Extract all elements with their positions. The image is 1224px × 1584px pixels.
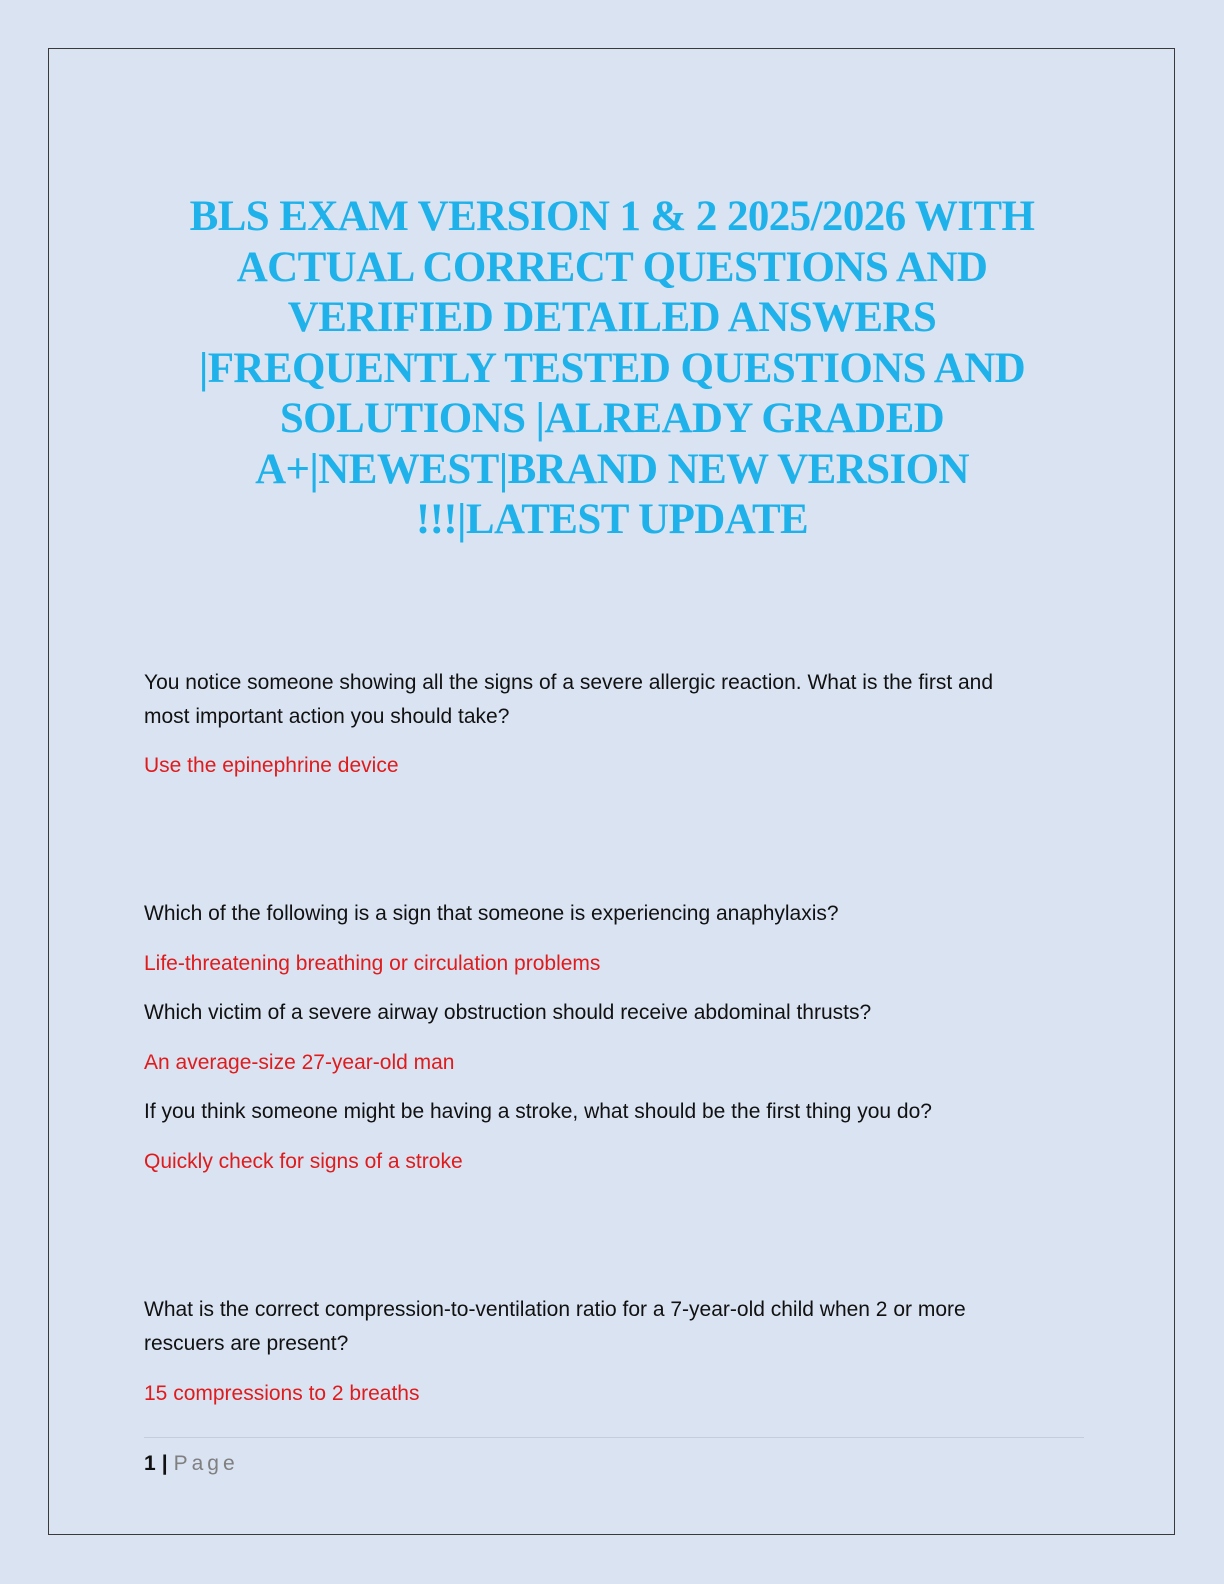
answer-text: 15 compressions to 2 breaths [144, 1382, 420, 1405]
answer-text: An average-size 27-year-old man [144, 1051, 455, 1074]
title-line: A+|NEWEST|BRAND NEW VERSION [255, 445, 969, 493]
question-text: Which of the following is a sign that someone is experiencing anaphylaxis? [144, 902, 839, 925]
footer-divider [144, 1437, 1084, 1438]
title-line: SOLUTIONS |ALREADY GRADED [279, 395, 945, 442]
answer-text: Life-threatening breathing or circulation problems [144, 952, 601, 975]
question-text: rescuers are present? [144, 1332, 349, 1355]
question-text: If you think someone might be having a stroke, what should be the first thing you do? [144, 1100, 932, 1123]
page-number: 1 [144, 1452, 156, 1475]
question-text: What is the correct compression-to-ventilation ratio for a 7-year-old child when 2 or more [144, 1298, 966, 1321]
title-line: ACTUAL CORRECT QUESTIONS AND [236, 243, 988, 291]
answer-text: Use the epinephrine device [144, 754, 399, 777]
page-footer [144, 1450, 239, 1478]
question-text: You notice someone showing all the signs of a severe allergic reaction. What is the first and [144, 671, 994, 694]
title-line: BLS EXAM VERSION 1 & 2 2025/2026 WITH [189, 193, 1035, 240]
title-line: !!!|LATEST UPDATE [415, 496, 809, 543]
question-text: Which victim of a severe airway obstruction should receive abdominal thrusts? [144, 1001, 872, 1024]
document-title [150, 192, 1074, 546]
title-line: VERIFIED DETAILED ANSWERS [287, 294, 937, 341]
page-label: Page [173, 1452, 239, 1475]
question-text: most important action you should take? [144, 705, 510, 728]
footer-separator: | [161, 1452, 168, 1475]
title-line: |FREQUENTLY TESTED QUESTIONS AND [198, 344, 1026, 392]
answer-text: Quickly check for signs of a stroke [144, 1150, 463, 1173]
